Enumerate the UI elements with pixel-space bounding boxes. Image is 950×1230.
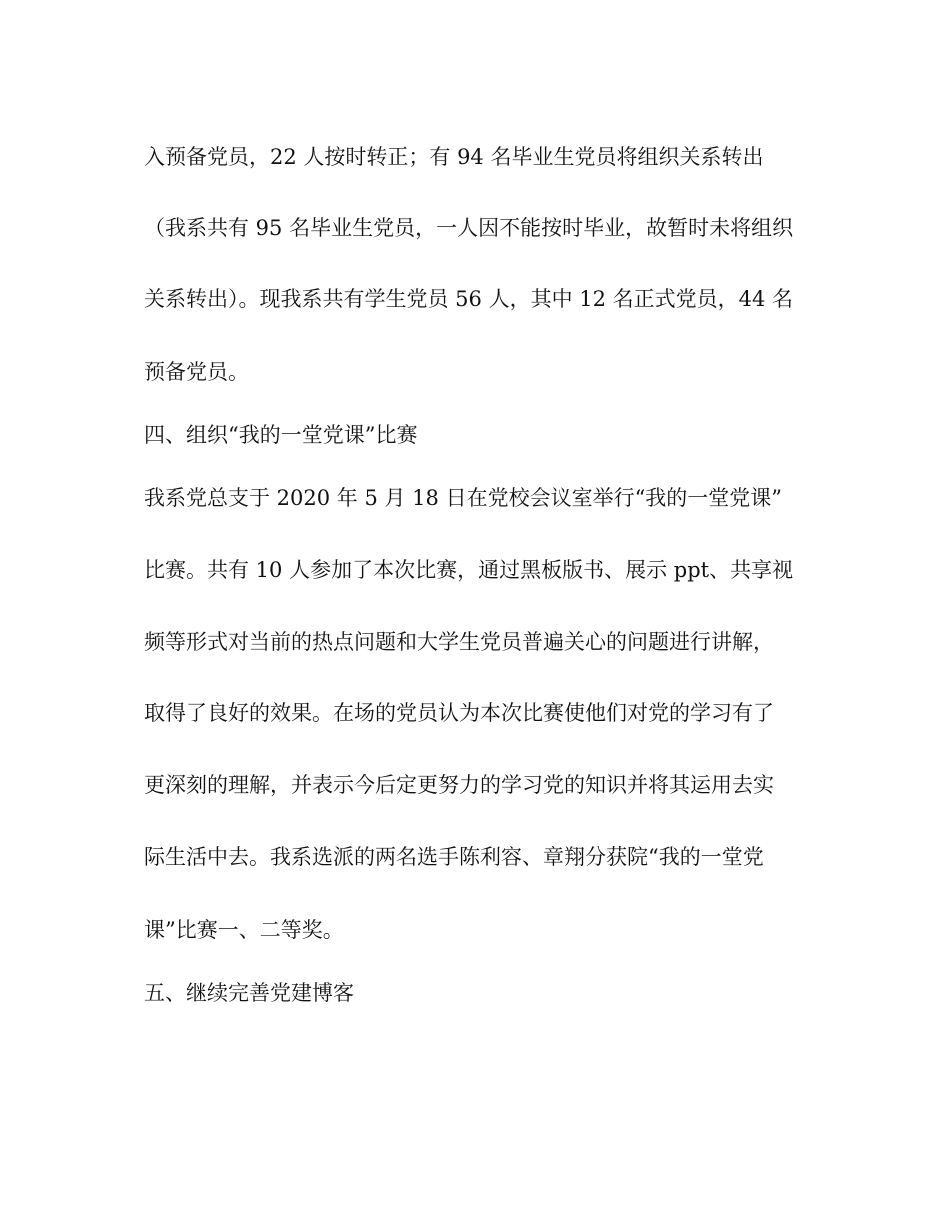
section-heading-4: 四、组织“我的一堂党课”比赛	[144, 423, 418, 447]
paragraph-2-line-5: 更深刻的理解，并表示今后定更努力的学习党的知识并将其运用去实	[144, 773, 774, 797]
paragraph-2-line-7: 课”比赛一、二等奖。	[144, 918, 344, 942]
paragraph-2-line-2: 比赛。共有 10 人参加了本次比赛，通过黑板版书、展示 ppt、共享视	[144, 558, 794, 582]
paragraph-1-line-1: 入预备党员，22 人按时转正；有 94 名毕业生党员将组织关系转出	[144, 145, 764, 169]
paragraph-2-line-3: 频等形式对当前的热点问题和大学生党员普遍关心的问题进行讲解，	[144, 630, 774, 654]
paragraph-1-line-4: 预备党员。	[144, 360, 249, 384]
paragraph-1-line-2: （我系共有 95 名毕业生党员，一人因不能按时毕业，故暂时未将组织	[144, 216, 794, 240]
paragraph-2-line-6: 际生活中去。我系选派的两名选手陈利容、章翔分获院“我的一堂党	[144, 845, 764, 869]
paragraph-2-line-4: 取得了良好的效果。在场的党员认为本次比赛使他们对党的学习有了	[144, 701, 774, 725]
paragraph-2-line-1: 我系党总支于 2020 年 5 月 18 日在党校会议室举行“我的一堂党课”	[144, 486, 783, 510]
paragraph-1-line-3: 关系转出）。现我系共有学生党员 56 人，其中 12 名正式党员，44 名	[144, 287, 794, 311]
section-heading-5: 五、继续完善党建博客	[144, 981, 354, 1005]
